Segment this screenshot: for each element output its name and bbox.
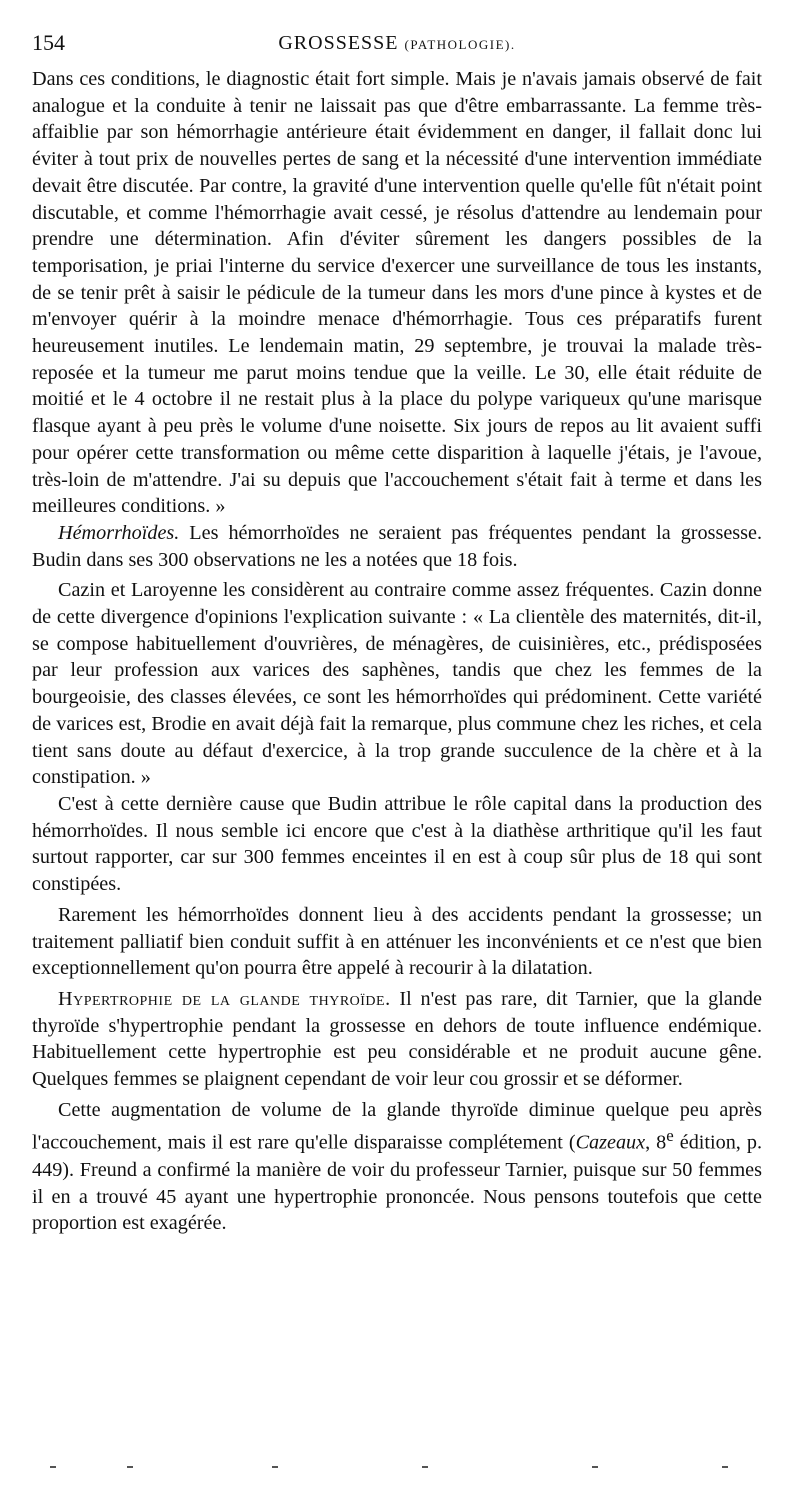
- running-head: [32, 28, 762, 60]
- scan-artifacts: [32, 1466, 762, 1472]
- paragraph-7-part-b: , 8: [645, 1132, 667, 1155]
- paragraph-hemorrhoides: [32, 520, 762, 573]
- paragraph-4: C'est à cette dernière cause que Budin attribue le rôle capital dans la production des hémorrhoïdes. Il nous semble ici encore que c'est à la diathèse arthritique qu'il les faut surtout rapporter, car sur 300 femmes enceintes il en est à coup sûr plus de 18 qui sont constipées.: [32, 792, 762, 896]
- body-text: [32, 66, 762, 1237]
- page-header: [32, 28, 762, 58]
- edition-superscript: e: [666, 1126, 674, 1146]
- paragraph-hemorrhoides-text: Les hémorrhoïdes ne seraient pas fréquentes pendant la grossesse. Budin dans ses 300 observations ne les a notées que 18 fois.: [32, 521, 762, 571]
- paragraph-3: Cazin et Laroyenne les considèrent au contraire comme assez fréquentes. Cazin donne de cette divergence d'opinions l'explication suivante : « La clientèle des maternités, dit-il, se compose habituellement d'ouvrières, de ménagères, de cuisinières, etc., prédisposées par leur profession aux varices des saphènes, tandis que chez les femmes de la bourgeoisie, des classes élevées, ce sont les hémorrhoïdes qui prédominent. Cette variété de varices est, Brodie en avait déjà fait la remarque, plus commune chez les riches, et cela tient sans doute au défaut d'exercice, à la trop grande succulence de la chère et à la constipation. »: [32, 579, 762, 789]
- book-page: [32, 28, 762, 1237]
- section-heading-thyroide: Hypertrophie de la glande thyroïde.: [58, 987, 391, 1010]
- paragraph-1: Dans ces conditions, le diagnostic était fort simple. Mais je n'avais jamais observé de fait analogue et la conduite à tenir ne laissait pas que d'être embarrassante. La femme très-affaiblie par son hémorrhagie antérieure était évidemment en danger, il fallait donc lui éviter à tout prix de nouvelles pertes de sang et la nécessité d'une intervention immédiate devait être discutée. Par contre, la gravité d'une intervention quelle qu'elle fût n'était point discutable, et comme l'hémorrhagie avait cessé, je résolus d'attendre au lendemain pour prendre une détermination. Afin d'éviter sûrement les dangers possibles de la temporisation, je priai l'interne du service d'exercer une surveillance de tous les instants, de se tenir prêt à saisir le pédicule de la tumeur dans les mors d'une pince à kystes et de m'envoyer quérir à la moindre menace d'hémorrhagie. Tous ces préparatifs furent heureusement inutiles. Le lendemain matin, 29 septembre, je trouvai la malade très-reposée et la tumeur me parut moins tendue que la veille. Le 30, elle était réduite de moitié et le 4 octobre il ne restait plus à la place du polype variqueux qu'une marisque flasque ayant à peu près le volume d'une noisette. Six jours de repos au lit avaient suffi pour opérer cette transformation ou même cette disparition à laquelle j'étais, je l'avoue, très-loin de m'attendre. J'ai su depuis que l'accouchement s'était fait à terme et dans les meilleures conditions. »: [32, 68, 762, 518]
- paragraph-7-part-a: Cette augmentation de volume de la glande thyroïde diminue quelque peu après l'accouchement, mais il est rare qu'elle disparaisse complétement (: [32, 1098, 762, 1155]
- paragraph-thyroide-text: Il n'est pas rare, dit Tarnier, que la glande thyroïde s'hypertrophie pendant la grossesse en dehors de toute influence endémique. Habituellement cette hypertrophie est peu considérable et ne produit aucune gêne. Quelques femmes se plaignent cependant de voir leur cou grossir et se déformer.: [32, 987, 762, 1091]
- section-heading-hemorrhoides: Hémorrhoïdes.: [58, 521, 180, 544]
- paragraph-7-part-c: édition, p. 449). Freund a confirmé la manière de voir du professeur Tarnier, puisque sur 50 femmes il en a trouvé 45 ayant une hypertrophie prononcée. Nous pensons toutefois que cette proportion est exagérée.: [32, 1132, 763, 1235]
- running-title: GROSSESSE: [278, 32, 399, 54]
- paragraph-7: [32, 1097, 762, 1237]
- paragraph-thyroide: [32, 986, 762, 1093]
- running-subtitle: (PATHOLOGIE).: [404, 37, 516, 52]
- page-number: 154: [32, 30, 65, 55]
- citation-cazeaux: Cazeaux: [575, 1132, 646, 1155]
- paragraph-5: Rarement les hémorrhoïdes donnent lieu à des accidents pendant la grossesse; un traitement palliatif bien conduit suffit à en atténuer les inconvénients et ce n'est que bien exceptionnellement qu'on pourra être appelé à recourir à la dilatation.: [32, 903, 762, 980]
